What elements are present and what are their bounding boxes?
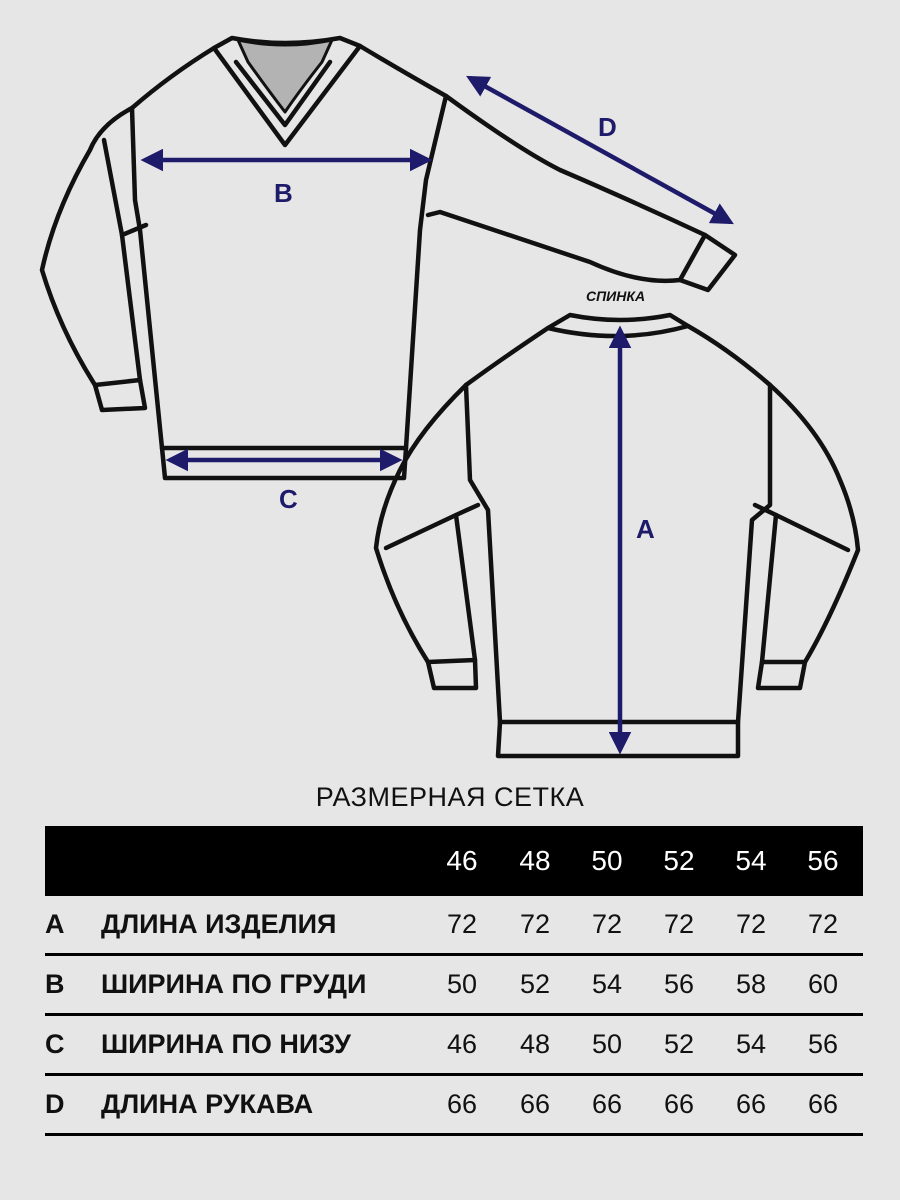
size-chart-title: РАЗМЕРНАЯ СЕТКА [315,782,585,812]
row-value: 56 [807,1029,839,1059]
row-code: D [45,1089,65,1119]
front-left-sleeve [42,108,146,385]
front-view [42,38,735,478]
front-right-sleeve [428,96,705,281]
row-value: 50 [446,969,478,999]
label-back: СПИНКА [586,288,646,304]
table-row-b [45,956,863,1016]
row-code: C [45,1029,65,1059]
row-value: 72 [663,909,695,939]
back-left-sleeve [376,385,478,662]
row-value: 52 [519,969,551,999]
size-header-cell: 52 [663,845,695,876]
back-left-cuff [428,660,476,688]
row-name: ДЛИНА РУКАВА [101,1089,314,1119]
size-header-cell: 56 [807,845,839,876]
table-row-d [45,1076,863,1136]
row-value: 72 [519,909,551,939]
row-value: 56 [663,969,695,999]
label-d: D [598,112,617,142]
row-value: 48 [519,1029,551,1059]
row-value: 60 [807,969,839,999]
size-header-cell: 46 [446,845,478,876]
row-value: 66 [663,1089,695,1119]
back-right-cuff [758,662,805,688]
size-header-cell: 54 [735,845,767,876]
row-value: 72 [735,909,767,939]
row-value: 54 [735,1029,767,1059]
back-view [376,315,858,756]
row-value: 58 [735,969,767,999]
row-code: B [45,969,65,999]
row-value: 50 [591,1029,623,1059]
row-name: ДЛИНА ИЗДЕЛИЯ [101,909,337,939]
row-value: 66 [446,1089,478,1119]
row-value: 72 [446,909,478,939]
size-header-row [45,826,863,896]
row-value: 72 [807,909,839,939]
arrow-d-sleeve-length [470,78,730,222]
label-c: C [279,484,298,514]
size-header-cell: 48 [519,845,551,876]
row-value: 66 [735,1089,767,1119]
row-value: 54 [591,969,623,999]
row-value: 46 [446,1029,478,1059]
table-row-a [45,896,863,956]
row-value: 66 [807,1089,839,1119]
row-name: ШИРИНА ПО ГРУДИ [101,969,367,999]
table-row-c [45,1016,863,1076]
row-value: 72 [591,909,623,939]
size-chart-table [45,826,863,1136]
size-header-cell: 50 [591,845,623,876]
row-code: A [45,909,65,939]
row-name: ШИРИНА ПО НИЗУ [101,1029,351,1059]
row-value: 52 [663,1029,695,1059]
row-value: 66 [591,1089,623,1119]
row-value: 66 [519,1089,551,1119]
front-waistband [162,448,406,478]
label-a: A [636,514,655,544]
label-b: B [274,178,293,208]
